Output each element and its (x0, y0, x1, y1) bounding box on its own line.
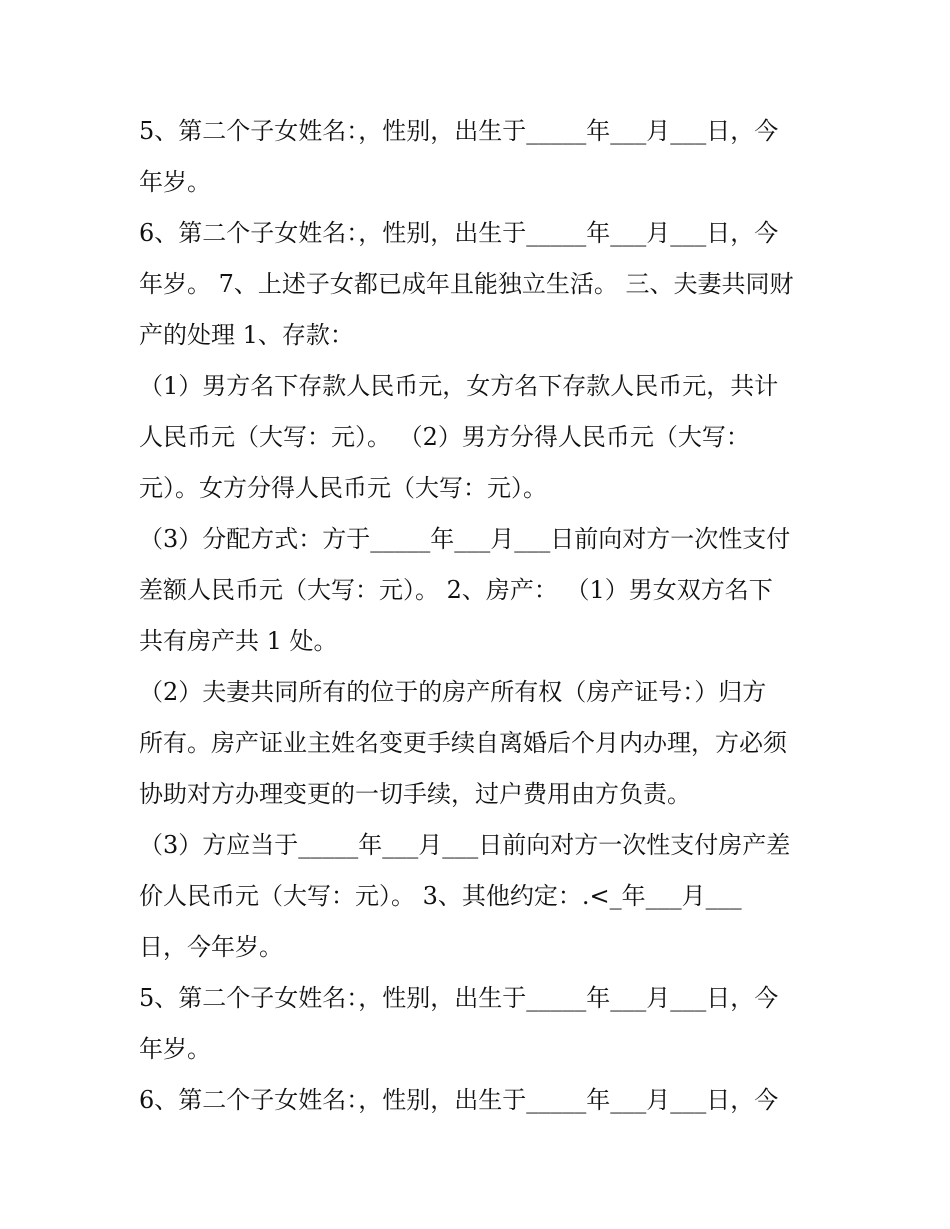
text-line: 协助对方办理变更的一切手续，过户费用由方负责。 (139, 780, 691, 808)
text-line: 日，今年岁。 (139, 933, 283, 961)
text-line: 所有。房产证业主姓名变更手续自离婚后个月内办理，方必须 (139, 729, 787, 757)
text-line: （3）方应当于_____年___月___日前向对方一次性支付房产差 (139, 831, 791, 859)
text-line: 6、第二个子女姓名：，性别，出生于_____年___月___日，今 (139, 1086, 779, 1114)
text-line: 年岁。 (139, 1035, 211, 1063)
text-line: 年岁。 7、上述子女都已成年且能独立生活。 三、夫妻共同财 (139, 270, 794, 298)
text-line: （3）分配方式：方于_____年___月___日前向对方一次性支付 (139, 525, 791, 553)
text-line: （2）夫妻共同所有的位于的房产所有权（房产证号：）归方 (139, 678, 767, 706)
text-line: 6、第二个子女姓名：，性别，出生于_____年___月___日，今 (139, 219, 779, 247)
text-line: 产的处理 1、存款： (139, 321, 354, 349)
text-line: 共有房产共 1 处。 (139, 627, 338, 655)
text-line: 年岁。 (139, 168, 211, 196)
text-line: 差额人民币元（大写：元）。 2、房产： （1）男女双方名下 (139, 576, 773, 604)
text-line: 人民币元（大写：元）。 （2）男方分得人民币元（大写： (139, 423, 750, 451)
text-line: 5、第二个子女姓名：，性别，出生于_____年___月___日，今 (139, 984, 779, 1012)
text-line: 元）。女方分得人民币元（大写：元）。 (139, 474, 547, 502)
text-line: 价人民币元（大写：元）。 3、其他约定：.<_年___月___ (139, 882, 742, 910)
text-line: 5、第二个子女姓名：，性别，出生于_____年___月___日，今 (139, 117, 779, 145)
text-line: （1）男方名下存款人民币元，女方名下存款人民币元，共计 (139, 372, 779, 400)
document-body (139, 106, 819, 1126)
